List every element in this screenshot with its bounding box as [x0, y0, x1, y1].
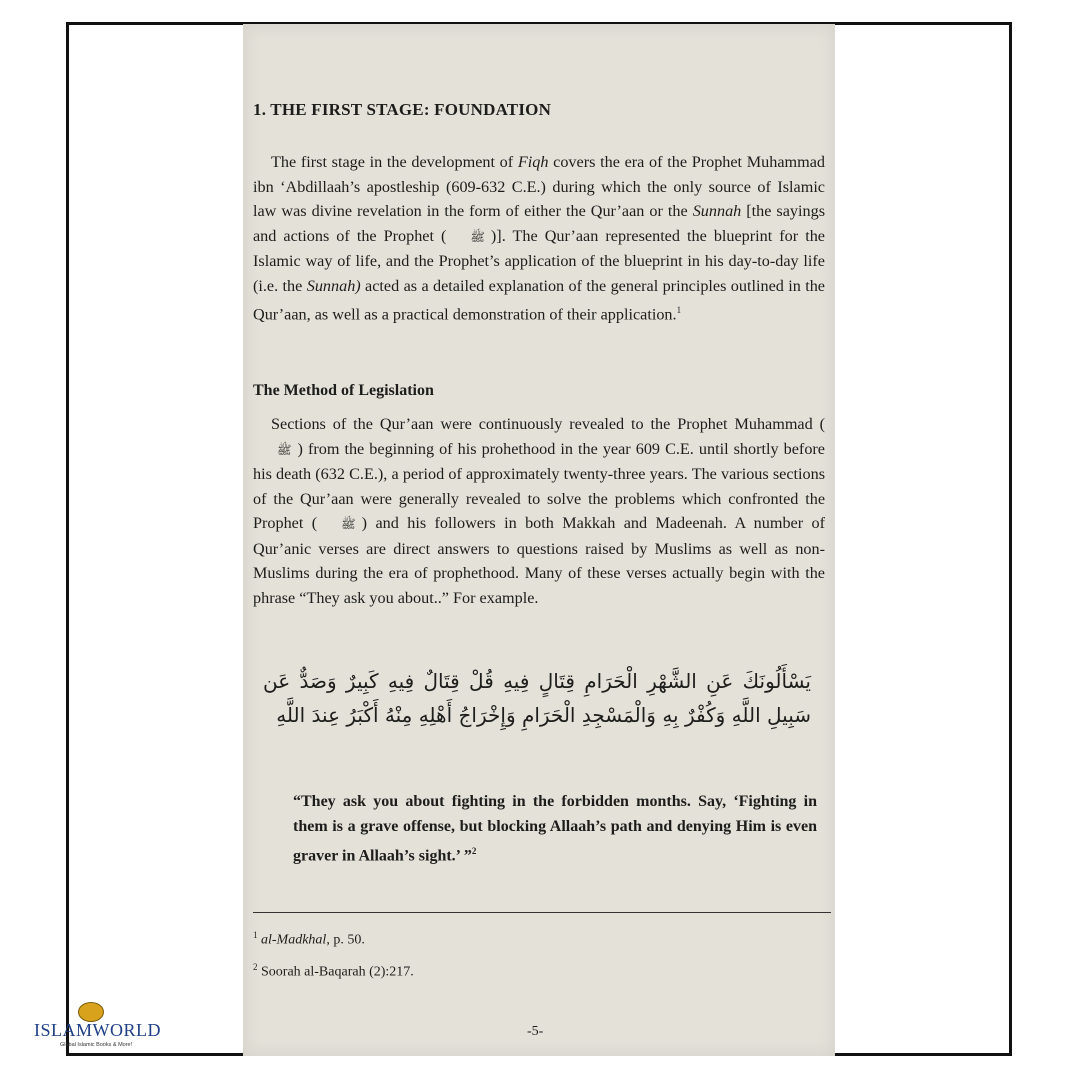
text-run: covers the era of the Prophet Muhammad ibn ‘Abdillaah’s apostleship (609-632 C.E.) during which the only source of Islamic law was divine revelation in the form of either the Qur’aan or the: [253, 153, 825, 220]
italic-term: Sunnah): [306, 276, 361, 295]
footnote-text: , p. 50.: [326, 932, 365, 948]
text-run: The first stage in the development of: [271, 153, 518, 171]
italic-term: Sunnah: [692, 202, 742, 220]
islamworld-logo: [34, 1002, 161, 1058]
quote-text: “They ask you about fighting in the forbidden months. Say, ‘Fighting in them is a grave offense, but blocking Allaah’s path and denying Him is even graver in Allaah’s sight.’ ”: [293, 793, 817, 865]
salutation-icon: ﷺ: [341, 517, 356, 531]
section-heading: 1. THE FIRST STAGE: FOUNDATION: [253, 100, 552, 119]
footnote-number: 1: [253, 930, 258, 940]
subheading: The Method of Legislation: [253, 382, 434, 399]
logo-emblem-icon: [78, 1002, 104, 1022]
paragraph-legislation: [253, 412, 825, 610]
footnote-2: [253, 962, 414, 981]
text-run: [the sayings and actions of the Prophet (: [253, 202, 825, 245]
salutation-icon: ﷺ: [470, 229, 485, 244]
text-run: ) and his followers in both Makkah and Madeenah. A number of Qur’anic verses are direct answers to questions raised by Muslims as well as non-Muslims during the era of prophethood. Many of these verses actually begin with the phrase “They ask you about..” For example.: [253, 514, 825, 607]
footnote-ref: 1: [676, 305, 682, 315]
text-run: )]. The Qur’aan represented the blueprint for the Islamic way of life, and the Prophet’s application of the blueprint in his day-to-day life (i.e. the: [253, 226, 825, 295]
paragraph-foundation: [253, 150, 825, 327]
salutation-icon: ﷺ: [277, 442, 292, 457]
footnote-number: 2: [253, 962, 258, 972]
text-run: Sections of the Qur’aan were continuously revealed to the Prophet Muhammad (: [271, 415, 825, 433]
book-page: [243, 24, 835, 1056]
footnote-title: al-Madkhal: [261, 932, 327, 948]
italic-term: Fiqh: [517, 153, 549, 171]
footnote-text: Soorah al-Baqarah (2):217.: [261, 964, 414, 980]
arabic-verse: يَسْأَلُونَكَ عَنِ الشَّهْرِ الْحَرَامِ قِتَالٍ فِيهِ قُلْ قِتَالٌ فِيهِ كَبِيرٌ وَصَدٌّ عَن سَبِيلِ اللَّهِ وَكُفْرٌ بِهِ وَالْمَسْجِدِ الْحَرَامِ وَإِخْرَاجُ أَهْلِهِ مِنْهُ أَكْبَرُ عِندَ اللَّهِ: [263, 669, 811, 727]
page-number: -5-: [527, 1024, 544, 1039]
footnote-ref: 2: [471, 846, 477, 856]
logo-tagline: Global Islamic Books & More!: [60, 1042, 133, 1048]
text-run: ) from the beginning of his prohethood in the year 609 C.E. until shortly before his death (632 C.E.), a period of approximately twenty-three years. The various sections of the Qur’aan were generally revealed to solve the problems which confronted the Prophet (: [253, 439, 825, 532]
logo-name: ISLAMWORLD: [34, 1020, 161, 1040]
footnote-divider: [253, 912, 831, 913]
text-run: acted as a detailed explanation of the general principles outlined in the Qur’aan, as well as a practical demonstration of their application.: [253, 276, 825, 324]
verse-translation: [293, 789, 817, 868]
footnote-1: [253, 930, 365, 949]
